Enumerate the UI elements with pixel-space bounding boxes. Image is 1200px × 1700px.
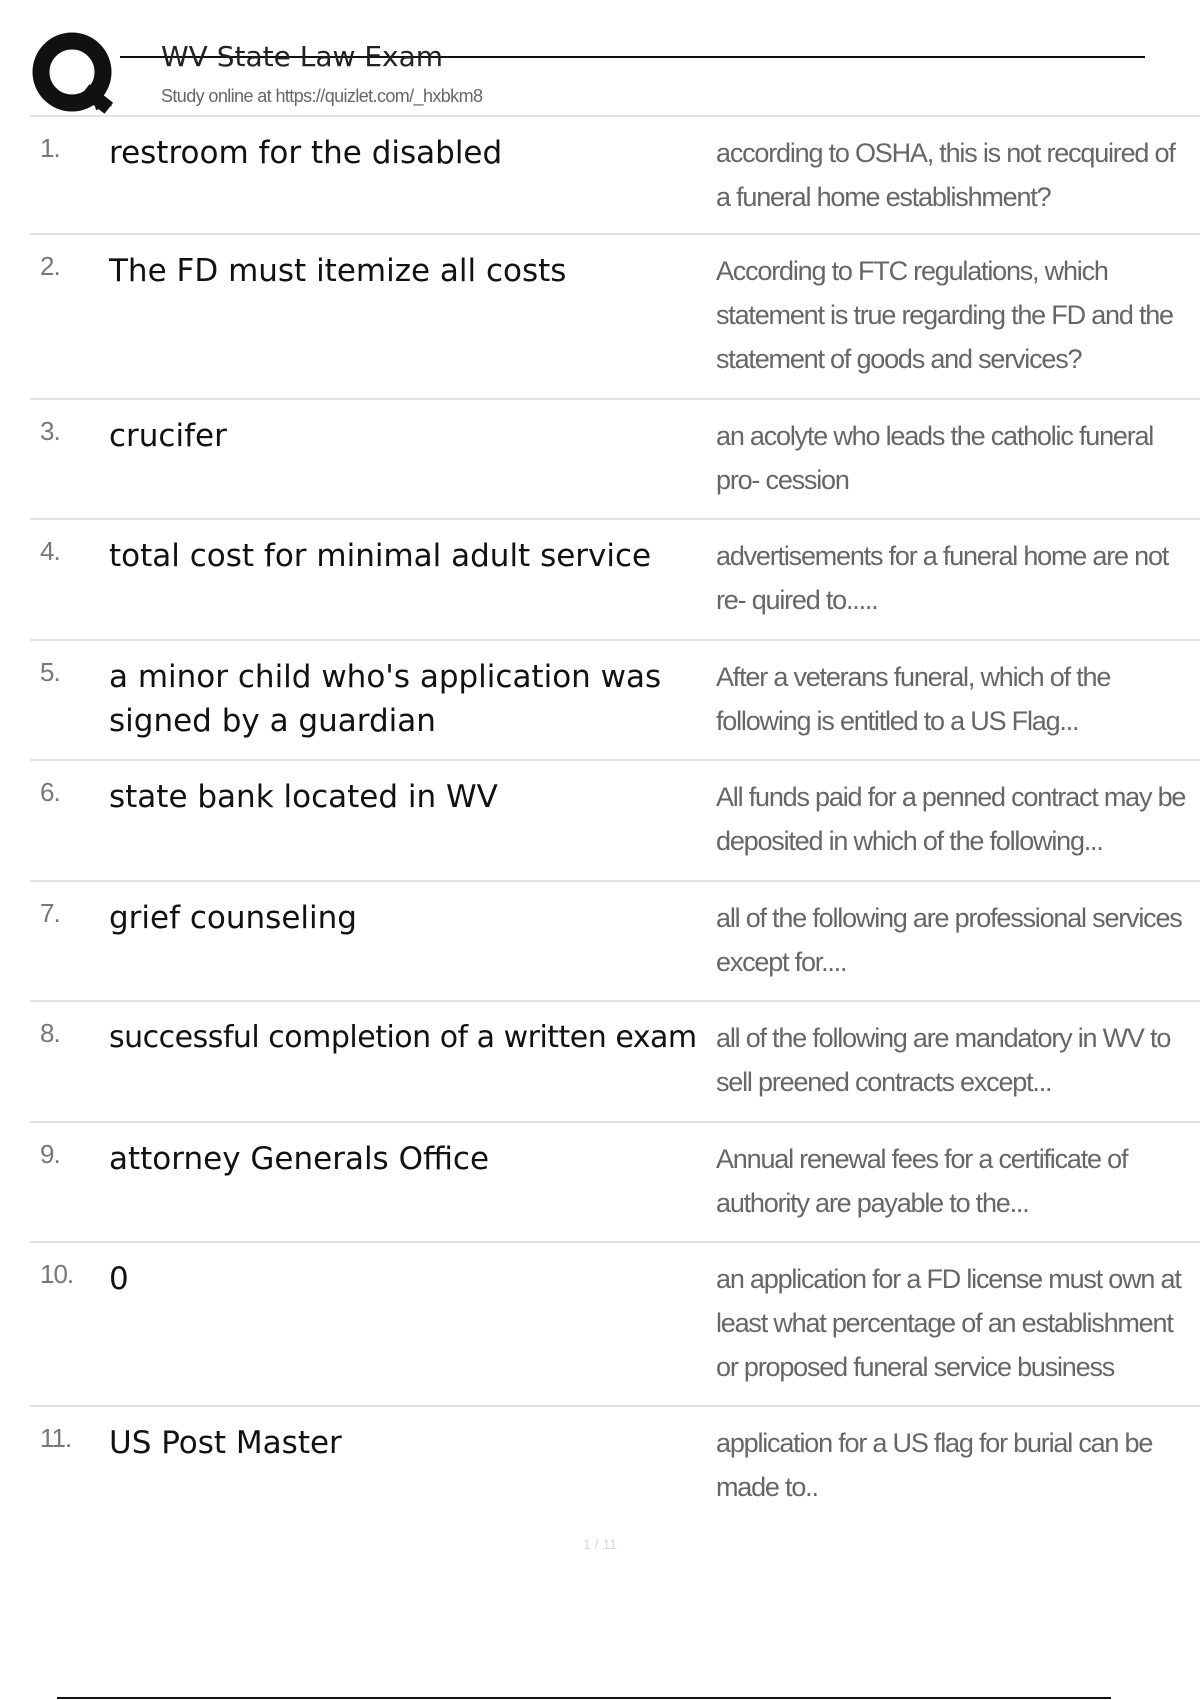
flashcard-row [30,1002,1200,1123]
flashcard-row [30,1123,1200,1243]
flashcard-row [30,1243,1200,1407]
card-definition: application for a US flag for burial can be made to.. [716,1428,1153,1502]
card-number: 2. [40,251,60,281]
card-definition: an acolyte who leads the catholic funeral pro- cession [716,421,1154,495]
flashcard-row [30,761,1200,882]
card-definition: according to OSHA, this is not recquired of a funeral home establishment? [716,138,1175,212]
card-number: 6. [40,777,60,807]
card-number: 4. [40,536,60,566]
card-term: crucifer [109,418,227,454]
study-online-link[interactable]: Study online at https://quizlet.com/_hxbkm8 [161,86,483,106]
card-term: grief counseling [109,900,357,936]
card-term: state bank located in WV [109,779,498,815]
card-term: attorney Generals Office [109,1141,490,1177]
card-definition: all of the following are mandatory in WV to sell preened contracts except... [716,1023,1171,1097]
flashcard-row [30,641,1200,761]
flashcard-row [30,117,1200,235]
footer-rule [57,1697,1111,1699]
card-number: 11. [40,1423,72,1453]
card-term: US Post Master [109,1425,342,1461]
flashcard-row [30,235,1200,400]
flashcard-row [30,520,1200,641]
card-definition: Annual renewal fees for a certificate of authority are payable to the... [716,1144,1128,1218]
card-term: total cost for minimal adult service [109,538,652,574]
card-term: 0 [109,1261,129,1297]
page-title: WV State Law Exam [161,40,444,73]
quizlet-logo-icon [32,32,142,116]
flashcard-row [30,400,1200,520]
card-definition: According to FTC regulations, which statement is true regarding the FD and the statement of goods and services? [716,256,1173,374]
card-term: successful completion of a written exam [109,1020,697,1055]
card-term: restroom for the disabled [109,135,503,171]
flashcard-row [30,882,1200,1002]
card-number: 1. [40,133,60,163]
card-number: 5. [40,657,60,687]
card-definition: After a veterans funeral, which of the following is entitled to a US Flag... [716,662,1111,736]
card-number: 3. [40,416,60,446]
card-definition: all of the following are professional services except for.... [716,903,1182,977]
card-definition: advertisements for a funeral home are not re- quired to..... [716,541,1169,615]
card-term: The FD must itemize all costs [109,253,567,289]
page-number: 1 / 11 [583,1536,617,1552]
card-number: 7. [40,898,60,928]
card-term: a minor child who's application was signed by a guardian [109,659,662,739]
card-number: 10. [40,1259,74,1289]
page-header [30,28,1140,112]
flashcard-list [30,117,1200,1527]
flashcard-row [30,1407,1200,1527]
card-definition: All funds paid for a penned contract may be deposited in which of the following... [716,782,1186,856]
card-definition: an application for a FD license must own at least what percentage of an establishment or proposed funeral service business [716,1264,1181,1382]
card-number: 9. [40,1139,60,1169]
card-number: 8. [40,1018,60,1048]
